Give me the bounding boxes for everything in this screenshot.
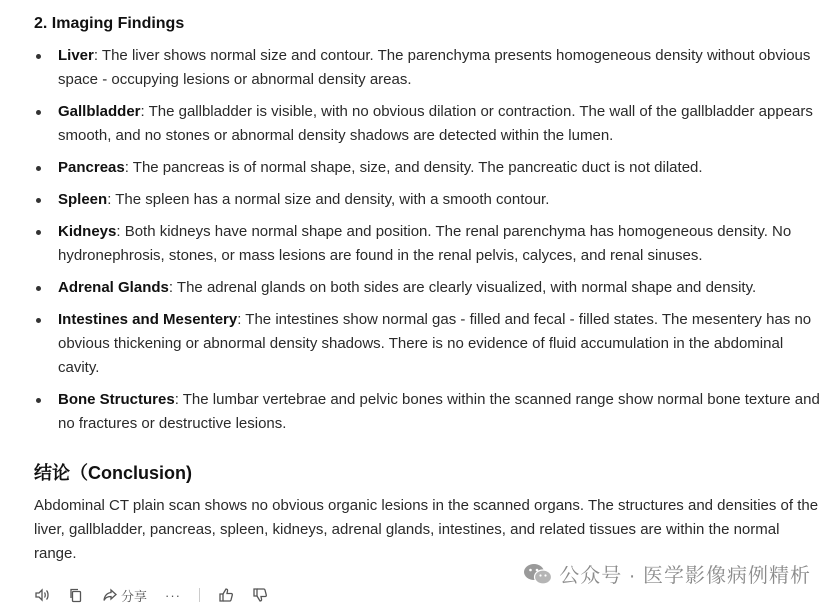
- message-toolbar: [34, 584, 286, 606]
- share-label: 分享: [121, 588, 148, 604]
- copy-button[interactable]: [68, 587, 84, 603]
- finding-text: : The liver shows normal size and contour. The parenchyma presents homogeneous density without obvious space - occupying lesions or abnormal density areas.: [58, 47, 811, 88]
- list-item: [34, 156, 820, 180]
- toolbar-divider: [199, 588, 200, 602]
- conclusion-heading: 结论（Conclusion): [34, 463, 192, 483]
- more-icon: ···: [165, 587, 182, 603]
- more-button[interactable]: [165, 588, 181, 603]
- bullet-icon: [36, 110, 41, 115]
- finding-text: : The adrenal glands on both sides are clearly visualized, with normal shape and density.: [168, 279, 757, 296]
- list-item: [34, 100, 820, 148]
- finding-text: : The gallbladder is visible, with no obvious dilation or contraction. The wall of the gallbladder appears smooth, and no stones or abnormal density shadows are detected within the lumen.: [58, 103, 813, 144]
- list-item: [34, 388, 820, 436]
- finding-text: : The pancreas is of normal shape, size, and density. The pancreatic duct is not dilated.: [124, 159, 703, 176]
- share-icon: [102, 587, 118, 603]
- watermark: [523, 559, 811, 588]
- bullet-icon: [36, 230, 41, 235]
- list-item: [34, 276, 820, 300]
- finding-term: Intestines and Mesentery: [58, 311, 238, 328]
- thumbs-down-button[interactable]: [252, 587, 268, 603]
- findings-list: [34, 44, 820, 436]
- bullet-icon: [36, 166, 41, 171]
- finding-term: Adrenal Glands: [58, 279, 169, 296]
- section-heading: 2. Imaging Findings: [34, 15, 185, 32]
- bullet-icon: [36, 286, 41, 291]
- wechat-icon: [523, 562, 553, 586]
- thumbs-down-icon: [252, 587, 268, 603]
- thumbs-up-button[interactable]: [218, 587, 234, 603]
- copy-icon: [68, 587, 84, 603]
- share-button[interactable]: [102, 586, 147, 605]
- list-item: [34, 308, 820, 380]
- finding-term: Kidneys: [58, 223, 117, 240]
- finding-text: : The lumbar vertebrae and pelvic bones within the scanned range show normal bone texture and no fractures or destructive lesions.: [58, 391, 820, 432]
- finding-text: : Both kidneys have normal shape and position. The renal parenchyma has homogeneous density. No hydronephrosis, stones, or mass lesions are found in the renal pelvis, calyces, and renal sinuses.: [58, 223, 792, 264]
- bullet-icon: [36, 198, 41, 203]
- conclusion-text: Abdominal CT plain scan shows no obvious organic lesions in the scanned organs. The structures and densities of the liver, gallbladder, pancreas, spleen, kidneys, adrenal glands, intestines, and related tissues are within the normal range.: [34, 497, 819, 562]
- read-aloud-button[interactable]: [34, 587, 50, 603]
- response-content: [34, 12, 820, 566]
- finding-text: : The intestines show normal gas - filled and fecal - filled states. The mesentery has no obvious thickening or abnormal density shadows. There is no evidence of fluid accumulation in the abdominal cavity.: [58, 311, 812, 376]
- bullet-icon: [36, 54, 41, 59]
- finding-term: Liver: [58, 47, 94, 64]
- finding-text: : The spleen has a normal size and density, with a smooth contour.: [107, 191, 550, 208]
- speaker-icon: [34, 587, 50, 603]
- list-item: [34, 220, 820, 268]
- finding-term: Pancreas: [58, 159, 125, 176]
- finding-term: Bone Structures: [58, 391, 175, 408]
- thumbs-up-icon: [218, 587, 234, 603]
- finding-term: Gallbladder: [58, 103, 141, 120]
- bullet-icon: [36, 318, 41, 323]
- watermark-text: 公众号 · 医学影像病例精析: [559, 565, 811, 587]
- bullet-icon: [36, 398, 41, 403]
- list-item: [34, 44, 820, 92]
- list-item: [34, 188, 820, 212]
- finding-term: Spleen: [58, 191, 108, 208]
